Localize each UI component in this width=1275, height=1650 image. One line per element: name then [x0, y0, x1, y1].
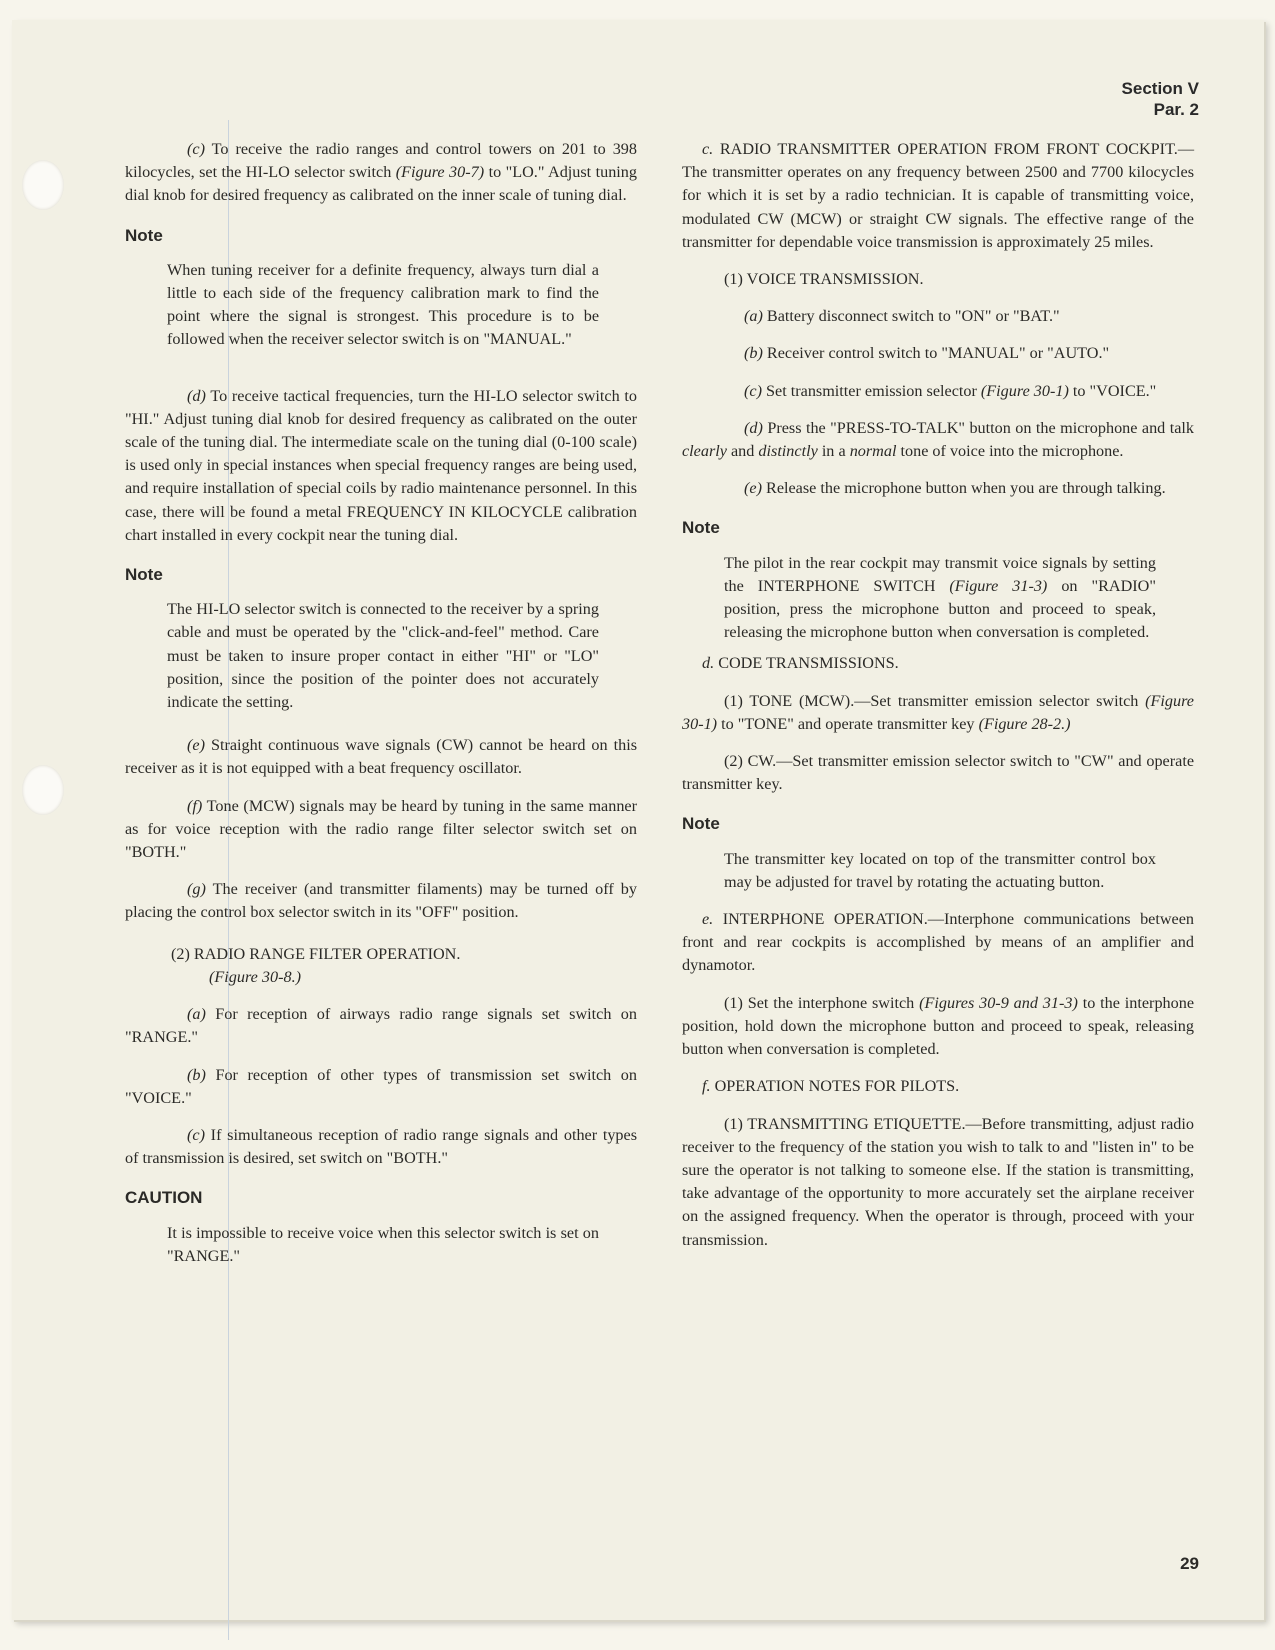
caution-heading: CAUTION: [125, 1188, 203, 1208]
caution-block: [125, 1222, 637, 1268]
note-block: [125, 598, 637, 714]
para-transmitting-etiquette: (1) TRANSMITTING ETIQUETTE.—Before transmitting, adjust radio receiver to the frequency of the station you wish to talk to and "listen in" to be sure the operator is not talking to someone else. If the station is transmitting, take advantage of the opportunity to more accurately set the airplane receiver on the assigned frequency. When the operator is through, proceed with your transmission.: [682, 1114, 1194, 1249]
para-cw: (2) CW.—Set transmitter emission selector switch to "CW" and operate transmitter key.: [682, 752, 1194, 794]
para-voice-switch: (b) For reception of other types of transmission set switch on "VOICE.": [125, 1065, 637, 1107]
caution-text: It is impossible to receive voice when this selector switch is set on "RANGE.": [167, 1223, 599, 1265]
code-transmissions-heading: d. CODE TRANSMISSIONS.: [702, 654, 899, 673]
punch-hole-bottom: [22, 765, 64, 815]
paragraph-label: Par. 2: [1153, 100, 1199, 119]
left-column: [125, 138, 637, 1268]
page-number: 29: [1180, 1554, 1199, 1573]
pilot-notes-heading: f. OPERATION NOTES FOR PILOTS.: [702, 1077, 960, 1096]
punch-hole-top: [22, 160, 64, 210]
note-text: The pilot in the rear cockpit may transmit voice signals by setting the INTERPHONE SWITCH (Figure 31-3) on "RADIO" position, press the microphone button and proceed to speak, releasing the microphone button when conversation is completed.: [724, 553, 1156, 642]
note-block: [125, 259, 637, 352]
note-heading: Note: [682, 814, 720, 834]
para-release-button: (e) Release the microphone button when you are through talking.: [744, 479, 1166, 498]
note-heading: Note: [125, 225, 163, 245]
para-emission-selector: (c) Set transmitter emission selector (Figure 30-1) to "VOICE.": [744, 381, 1157, 400]
note-heading: Note: [125, 565, 163, 585]
para-tone-mcw: (1) TONE (MCW).—Set transmitter emission selector switch (Figure 30-1) to "TONE" and operate transmitter key (Figure 28-2.): [682, 691, 1194, 733]
page-header: [1122, 78, 1199, 120]
filter-operation-heading: (2) RADIO RANGE FILTER OPERATION.: [171, 944, 461, 963]
para-receive-radio-ranges: (c) To receive the radio ranges and control towers on 201 to 398 kilocycles, set the HI-LO selector switch (Figure 30-7) to "LO." Adjust tuning dial knob for desired frequency as calibrated on the inner scale of tuning dial.: [125, 140, 637, 205]
note-text: The HI-LO selector switch is connected to the receiver by a spring cable and must be operated by the "click-and-feel" method. Care must be taken to insure proper contact in either "HI" or "LO" position, since the position of the pointer does not accurately indicate the setting.: [167, 600, 599, 712]
voice-transmission-heading: (1) VOICE TRANSMISSION.: [724, 270, 924, 289]
para-tactical-frequencies: (d) To receive tactical frequencies, turn the HI-LO selector switch to "HI." Adjust tuning dial knob for desired frequency as calibrated on the outer scale of the tuning dial. The intermediate scale on the tuning dial (0-100 scale) is used only in special instances when special frequency ranges are being used, and require installation of special coils by radio maintenance personnel. In this case, there will be found a metal FREQUENCY IN KILOCYCLE calibration chart installed in every cockpit near the tuning dial.: [125, 386, 637, 544]
para-battery-switch: (a) Battery disconnect switch to "ON" or "BAT.": [744, 307, 1060, 326]
note-block: [682, 848, 1194, 894]
para-both-switch: (c) If simultaneous reception of radio range signals and other types of transmission is desired, set switch on "BOTH.": [125, 1125, 637, 1168]
para-receiver-control: (b) Receiver control switch to "MANUAL" or "AUTO.": [744, 344, 1110, 363]
para-interphone-operation: e. INTERPHONE OPERATION.—Interphone communications between front and rear cockpits is accomplished by means of an amplifier and dynamotor.: [682, 910, 1194, 975]
para-receiver-off: (g) The receiver (and transmitter filaments) may be turned off by placing the control box selector switch in its "OFF" position.: [125, 880, 637, 922]
para-cw-signals: (e) Straight continuous wave signals (CW) cannot be heard on this receiver as it is not equipped with a beat frequency oscillator.: [125, 736, 637, 778]
note-text: When tuning receiver for a definite frequency, always turn dial a little to each side of the frequency calibration mark to find the point where the signal is strongest. This procedure is to be followed when the receiver selector switch is on "MANUAL.": [167, 260, 599, 349]
note-heading: Note: [682, 518, 720, 538]
note-text: The transmitter key located on top of the transmitter control box may be adjusted for travel by rotating the actuating button.: [724, 849, 1156, 891]
para-range-switch: (a) For reception of airways radio range signals set switch on "RANGE.": [125, 1005, 637, 1047]
filter-figure-ref: (Figure 30-8.): [209, 967, 302, 986]
note-block: [682, 552, 1194, 645]
right-column: [682, 138, 1194, 1252]
para-interphone-switch: (1) Set the interphone switch (Figures 30-9 and 31-3) to the interphone position, hold down the microphone button and proceed to speak, releasing button when conversation is completed.: [682, 993, 1194, 1059]
para-press-to-talk: (d) Press the "PRESS-TO-TALK" button on the microphone and talk clearly and distinctly in a normal tone of voice into the microphone.: [682, 418, 1194, 461]
section-label: Section V: [1121, 79, 1199, 98]
para-tone-signals: (f) Tone (MCW) signals may be heard by tuning in the same manner as for voice reception with the radio range filter selector switch set on "BOTH.": [125, 796, 637, 862]
para-transmitter-operation: c. RADIO TRANSMITTER OPERATION FROM FRONT COCKPIT.—The transmitter operates on any frequency between 2500 and 7700 kilocycles for which it is set by a radio technician. It is capable of transmitting voice, modulated CW (MCW) or straight CW signals. The effective range of the transmitter for dependable voice transmission is approximately 25 miles.: [682, 140, 1194, 251]
